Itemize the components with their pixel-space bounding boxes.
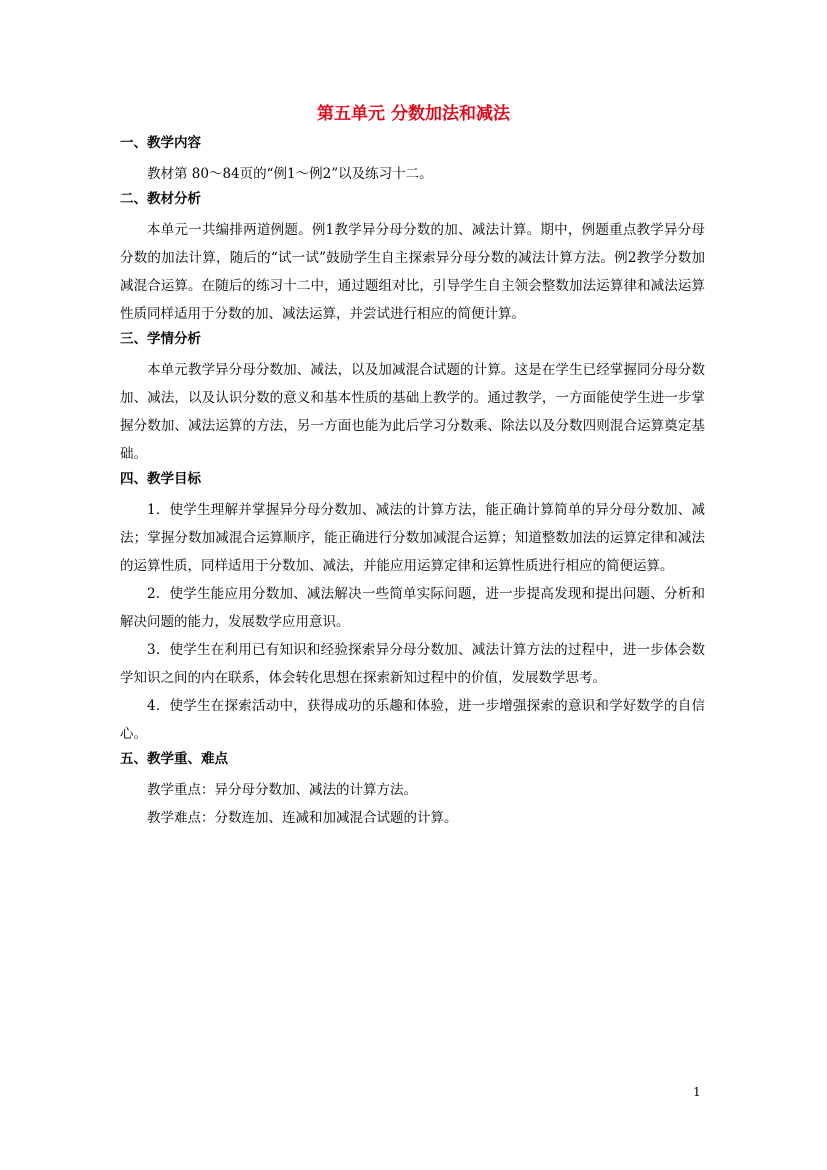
section-heading: 五、教学重、难点 (120, 751, 228, 767)
document-body (120, 132, 705, 832)
difficulty-paragraph: 教学难点：分数连加、连减和加减混合试题的计算。 (147, 810, 458, 826)
objective-paragraph: 3．使学生在利用已有知识和经验探索异分母分数加、减法计算方法的过程中，进一步体会数学知识之间的内在联系，体会转化思想在探索新知过程中的价值，发展数学思考。 (120, 642, 705, 686)
section-key-points (120, 748, 705, 832)
section-textbook-analysis (120, 188, 705, 328)
section-heading: 四、教学目标 (120, 471, 201, 487)
section-learner-analysis (120, 328, 705, 468)
key-point-paragraph: 教学重点：异分母分数加、减法的计算方法。 (147, 782, 417, 798)
section-teaching-content (120, 132, 705, 188)
section-heading: 一、教学内容 (120, 135, 201, 151)
section-heading: 二、教材分析 (120, 191, 201, 207)
section-paragraph: 教材第 80～84页的“例1～例2”以及练习十二。 (147, 166, 433, 182)
page-number: 1 (693, 1085, 701, 1099)
objective-paragraph: 2．使学生能应用分数加、减法解决一些简单实际问题，进一步提高发现和提出问题、分析和解决问题的能力，发展数学应用意识。 (120, 586, 705, 630)
section-heading: 三、学情分析 (120, 331, 201, 347)
section-paragraph: 本单元教学异分母分数加、减法，以及加减混合试题的计算。这是在学生已经掌握同分母分数加、减法，以及认识分数的意义和基本性质的基础上教学的。通过教学，一方面能使学生进一步掌握分数加、减法运算的方法，另一方面也能为此后学习分数乘、除法以及分数四则混合运算奠定基础。 (120, 362, 705, 462)
section-teaching-objectives (120, 468, 705, 748)
section-paragraph: 本单元一共编排两道例题。例1教学异分母分数的加、减法计算。期中，例题重点教学异分母分数的加法计算，随后的“试一试”鼓励学生自主探索异分母分数的减法计算方法。例2教学分数加减混合运算。在随后的练习十二中，通过题组对比，引导学生自主领会整数加法运算律和减法运算性质同样适用于分数的加、减法运算，并尝试进行相应的简便计算。 (120, 222, 705, 322)
document-title: 第五单元 分数加法和减法 (317, 104, 510, 124)
objective-paragraph: 1．使学生理解并掌握异分母分数加、减法的计算方法，能正确计算简单的异分母分数加、减法；掌握分数加减混合运算顺序，能正确进行分数加减混合运算；知道整数加法的运算定律和减法的运算性质，同样适用于分数加、减法，并能应用运算定律和运算性质进行相应的简便运算。 (120, 502, 705, 574)
objective-paragraph: 4．使学生在探索活动中，获得成功的乐趣和体验，进一步增强探索的意识和学好数学的自信心。 (120, 698, 705, 742)
